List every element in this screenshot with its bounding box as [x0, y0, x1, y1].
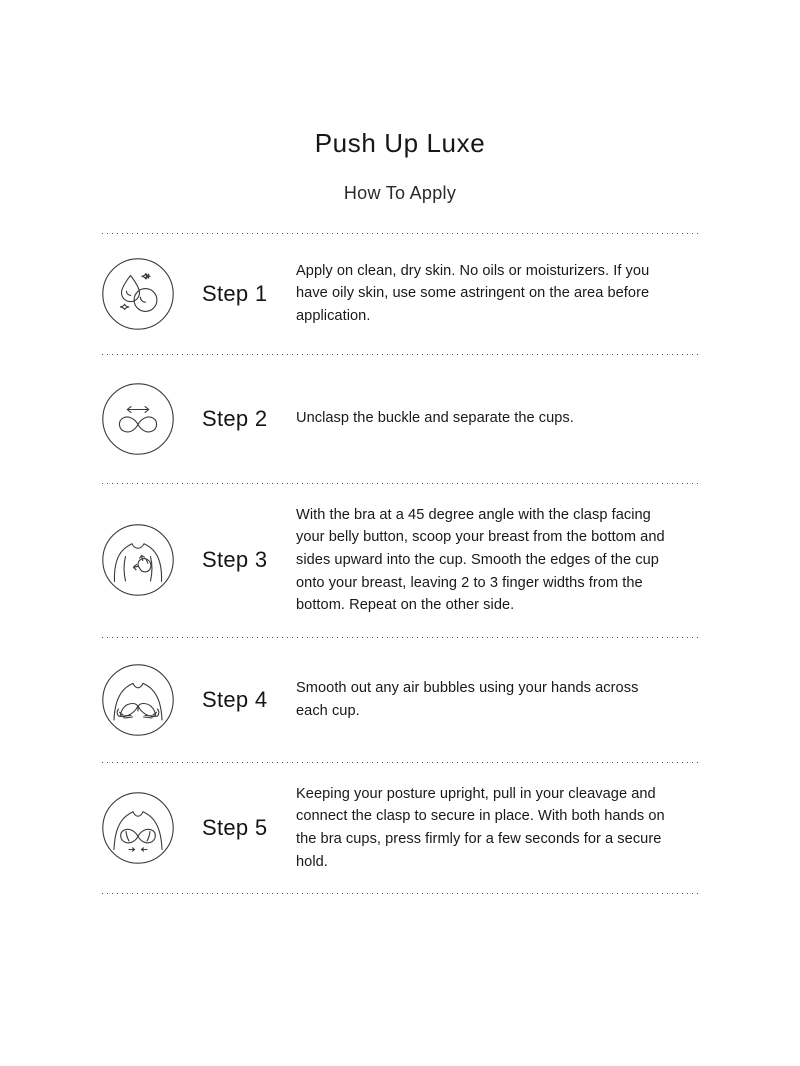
step-label: Step 5 [202, 815, 268, 841]
steps-list [0, 233, 800, 894]
step-label: Step 3 [202, 547, 268, 573]
divider-bottom [100, 893, 700, 894]
step-row [100, 763, 700, 893]
page-subtitle: How To Apply [343, 183, 457, 204]
torso-clasp-connect-arrows-icon [100, 790, 176, 866]
step-label: Step 2 [202, 405, 268, 431]
step-row [100, 638, 700, 762]
step-description: With the bra at a 45 degree angle with the clasp facing your belly button, scoop your breast from the bottom and sides upward into the cup. Smooth the edges of the cup onto your breast, leaving 2 to 3 finger widths from the bottom. Repeat on the other side. [296, 506, 665, 614]
document-header [0, 0, 800, 205]
torso-apply-cup-angle-icon [100, 522, 176, 598]
bra-unclasp-arrow-icon [100, 381, 176, 457]
step-label: Step 4 [202, 686, 268, 712]
step-description: Smooth out any air bubbles using your hands across each cup. [296, 680, 639, 719]
step-description: Keeping your posture upright, pull in your cleavage and connect the clasp to secure in place. With both hands on the bra cups, press firmly for a few seconds for a secure hold. [296, 785, 665, 870]
step-label: Step 1 [202, 280, 268, 306]
droplet-bubble-sparkle-icon [100, 256, 176, 332]
step-row [100, 484, 700, 637]
step-row [100, 234, 700, 354]
torso-smooth-hands-icon [100, 662, 176, 738]
step-row [100, 355, 700, 483]
step-description: Unclasp the buckle and separate the cups. [296, 410, 574, 427]
step-description: Apply on clean, dry skin. No oils or moisturizers. If you have oily skin, use some astringent on the area before application. [296, 262, 650, 325]
page-title: Push Up Luxe [314, 128, 486, 158]
